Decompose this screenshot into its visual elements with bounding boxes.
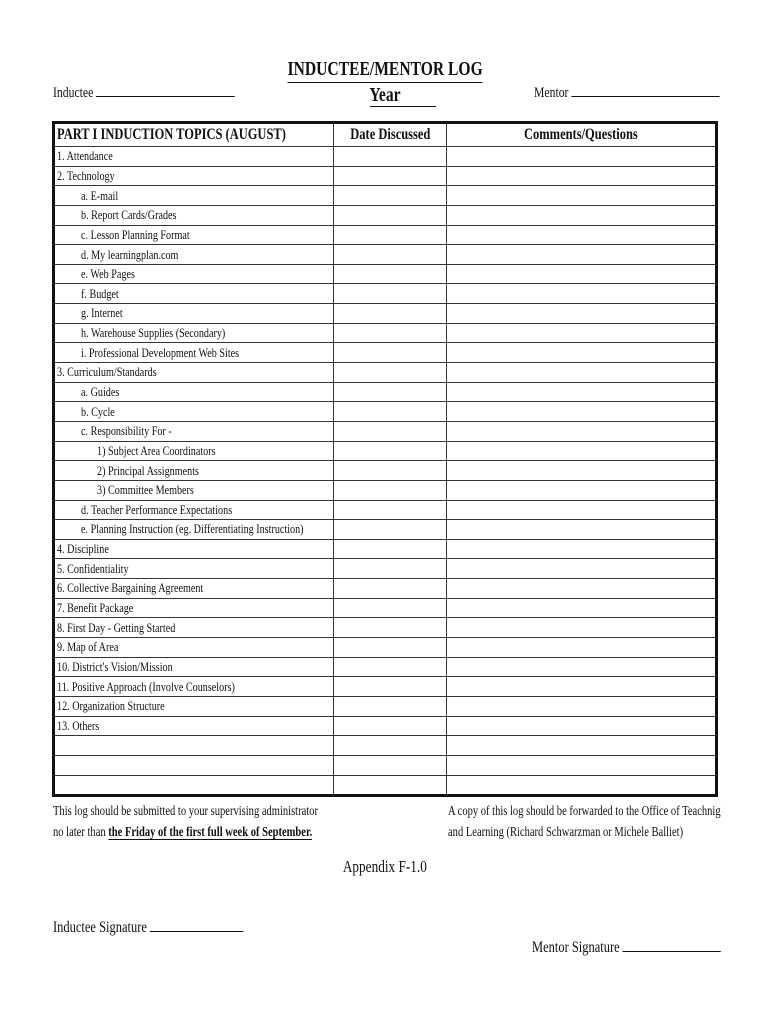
comments-cell[interactable]: [447, 166, 717, 186]
topic-cell: 5. Confidentiality: [54, 559, 334, 579]
topic-cell: a. Guides: [54, 382, 334, 402]
inductee-label: Inductee: [53, 85, 94, 101]
comments-cell[interactable]: [447, 539, 717, 559]
date-discussed-cell[interactable]: [334, 461, 447, 481]
year-underline: [370, 106, 436, 107]
date-discussed-cell[interactable]: [334, 225, 447, 245]
table-body: [54, 147, 717, 796]
topic-cell: 13. Others: [54, 716, 334, 736]
topic-cell: 1) Subject Area Coordinators: [54, 441, 334, 461]
comments-cell[interactable]: [447, 323, 717, 343]
table-row: [54, 304, 717, 324]
inductee-signature-blank[interactable]: [150, 919, 244, 932]
table-row: [54, 323, 717, 343]
comments-cell[interactable]: [447, 559, 717, 579]
comments-cell[interactable]: [447, 480, 717, 500]
table-row: [54, 441, 717, 461]
table-row: [54, 657, 717, 677]
comments-cell[interactable]: [447, 696, 717, 716]
comments-cell[interactable]: [447, 638, 717, 658]
date-discussed-cell[interactable]: [334, 186, 447, 206]
comments-cell[interactable]: [447, 304, 717, 324]
topic-cell: c. Responsibility For -: [54, 421, 334, 441]
mentor-signature-blank[interactable]: [623, 939, 721, 952]
comments-cell[interactable]: [447, 461, 717, 481]
table-row: [54, 618, 717, 638]
date-discussed-cell[interactable]: [334, 775, 447, 796]
table-row: [54, 382, 717, 402]
topic-cell: 1. Attendance: [54, 147, 334, 167]
induction-log-table: [52, 121, 718, 797]
topic-cell: 2) Principal Assignments: [54, 461, 334, 481]
mentor-field: [534, 84, 770, 102]
topic-cell: [54, 736, 334, 756]
table-row: [54, 461, 717, 481]
table-row: [54, 166, 717, 186]
comments-cell[interactable]: [447, 500, 717, 520]
topic-cell: 3) Committee Members: [54, 480, 334, 500]
inductee-signature-field: Inductee Signature: [53, 919, 297, 937]
date-discussed-cell[interactable]: [334, 539, 447, 559]
comments-cell[interactable]: [447, 205, 717, 225]
topic-cell: 10. District's Vision/Mission: [54, 657, 334, 677]
date-discussed-cell[interactable]: [334, 559, 447, 579]
date-discussed-cell[interactable]: [334, 284, 447, 304]
date-discussed-cell[interactable]: [334, 363, 447, 383]
table-row: [54, 264, 717, 284]
comments-cell[interactable]: [447, 186, 717, 206]
date-discussed-cell[interactable]: [334, 520, 447, 540]
table-row: [54, 736, 717, 756]
comments-cell[interactable]: [447, 598, 717, 618]
topic-cell: 8. First Day - Getting Started: [54, 618, 334, 638]
topic-cell: 3. Curriculum/Standards: [54, 363, 334, 383]
comments-cell[interactable]: [447, 716, 717, 736]
date-discussed-cell[interactable]: [334, 618, 447, 638]
date-discussed-cell[interactable]: [334, 638, 447, 658]
comments-cell[interactable]: [447, 441, 717, 461]
topic-cell: b. Cycle: [54, 402, 334, 422]
table-row: [54, 500, 717, 520]
date-discussed-cell[interactable]: [334, 205, 447, 225]
topic-cell: f. Budget: [54, 284, 334, 304]
comments-cell[interactable]: [447, 402, 717, 422]
date-discussed-cell[interactable]: [334, 382, 447, 402]
table-row: [54, 716, 717, 736]
table-row: [54, 539, 717, 559]
comments-cell[interactable]: [447, 363, 717, 383]
date-discussed-cell[interactable]: [334, 579, 447, 599]
comments-cell[interactable]: [447, 520, 717, 540]
page-title: INDUCTEE/MENTOR LOG: [0, 58, 770, 83]
date-discussed-cell[interactable]: [334, 657, 447, 677]
mentor-label: Mentor: [534, 85, 569, 101]
topic-cell: 6. Collective Bargaining Agreement: [54, 579, 334, 599]
date-discussed-cell[interactable]: [334, 598, 447, 618]
comments-cell[interactable]: [447, 225, 717, 245]
topic-cell: i. Professional Development Web Sites: [54, 343, 334, 363]
table-row: [54, 343, 717, 363]
date-column-header: Date Discussed: [334, 123, 447, 147]
date-discussed-cell[interactable]: [334, 716, 447, 736]
table-row: [54, 696, 717, 716]
topic-cell: d. My learningplan.com: [54, 245, 334, 265]
date-discussed-cell[interactable]: [334, 736, 447, 756]
topic-cell: h. Warehouse Supplies (Secondary): [54, 323, 334, 343]
date-discussed-cell[interactable]: [334, 304, 447, 324]
table-row: [54, 363, 717, 383]
topic-cell: a. E-mail: [54, 186, 334, 206]
date-discussed-cell[interactable]: [334, 421, 447, 441]
comments-cell[interactable]: [447, 755, 717, 775]
date-discussed-cell[interactable]: [334, 245, 447, 265]
comments-column-header: Comments/Questions: [447, 123, 717, 147]
year-label: Year: [369, 84, 401, 106]
date-discussed-cell[interactable]: [334, 323, 447, 343]
submission-note: This log should be submitted to your supervising administrator no later than the Friday of the first full week of September.: [53, 803, 318, 839]
table-row: [54, 186, 717, 206]
table-row: [54, 205, 717, 225]
comments-cell[interactable]: [447, 657, 717, 677]
table-header-row: [54, 123, 717, 147]
date-discussed-cell[interactable]: [334, 402, 447, 422]
comments-cell[interactable]: [447, 264, 717, 284]
table-row: [54, 638, 717, 658]
table-row: [54, 225, 717, 245]
table-row: [54, 520, 717, 540]
date-discussed-cell[interactable]: [334, 500, 447, 520]
table-row: [54, 147, 717, 167]
date-discussed-cell[interactable]: [334, 166, 447, 186]
table-row: [54, 579, 717, 599]
topic-cell: c. Lesson Planning Format: [54, 225, 334, 245]
inductee-blank[interactable]: [96, 84, 235, 97]
topic-cell: e. Planning Instruction (eg. Differentiating Instruction): [54, 520, 334, 540]
comments-cell[interactable]: [447, 245, 717, 265]
date-discussed-cell[interactable]: [334, 755, 447, 775]
topics-column-header: PART I INDUCTION TOPICS (AUGUST): [54, 123, 334, 147]
table-row: [54, 402, 717, 422]
deadline-text: the Friday of the first full week of September.: [108, 824, 313, 839]
topic-cell: [54, 755, 334, 775]
table-row: [54, 284, 717, 304]
date-discussed-cell[interactable]: [334, 264, 447, 284]
forwarding-note: A copy of this log should be forwarded to the Office of Teachnig and Learning (Richard Schwarzman or Michele Balliet): [448, 803, 721, 839]
table-row: [54, 559, 717, 579]
table-row: [54, 755, 717, 775]
topic-cell: 7. Benefit Package: [54, 598, 334, 618]
topic-cell: g. Internet: [54, 304, 334, 324]
table-row: [54, 480, 717, 500]
date-discussed-cell[interactable]: [334, 677, 447, 697]
comments-cell[interactable]: [447, 677, 717, 697]
table-row: [54, 677, 717, 697]
comments-cell[interactable]: [447, 775, 717, 796]
topic-cell: 12. Organization Structure: [54, 696, 334, 716]
comments-cell[interactable]: [447, 421, 717, 441]
inductee-field: [53, 84, 286, 102]
topic-cell: b. Report Cards/Grades: [54, 205, 334, 225]
comments-cell[interactable]: [447, 382, 717, 402]
comments-cell[interactable]: [447, 343, 717, 363]
topic-cell: d. Teacher Performance Expectations: [54, 500, 334, 520]
comments-cell[interactable]: [447, 736, 717, 756]
date-discussed-cell[interactable]: [334, 696, 447, 716]
comments-cell[interactable]: [447, 618, 717, 638]
date-discussed-cell[interactable]: [334, 343, 447, 363]
appendix-label: Appendix F-1.0: [343, 857, 427, 876]
date-discussed-cell[interactable]: [334, 441, 447, 461]
topic-cell: 9. Map of Area: [54, 638, 334, 658]
topic-cell: [54, 775, 334, 796]
mentor-blank[interactable]: [571, 84, 719, 97]
date-discussed-cell[interactable]: [334, 147, 447, 167]
comments-cell[interactable]: [447, 147, 717, 167]
table-row: [54, 245, 717, 265]
topic-cell: e. Web Pages: [54, 264, 334, 284]
topic-cell: 4. Discipline: [54, 539, 334, 559]
comments-cell[interactable]: [447, 284, 717, 304]
comments-cell[interactable]: [447, 579, 717, 599]
table-row: [54, 421, 717, 441]
topic-cell: 11. Positive Approach (Involve Counselors): [54, 677, 334, 697]
date-discussed-cell[interactable]: [334, 480, 447, 500]
table-row: [54, 775, 717, 796]
table-row: [54, 598, 717, 618]
mentor-signature-field: Mentor Signature: [532, 939, 770, 957]
topic-cell: 2. Technology: [54, 166, 334, 186]
